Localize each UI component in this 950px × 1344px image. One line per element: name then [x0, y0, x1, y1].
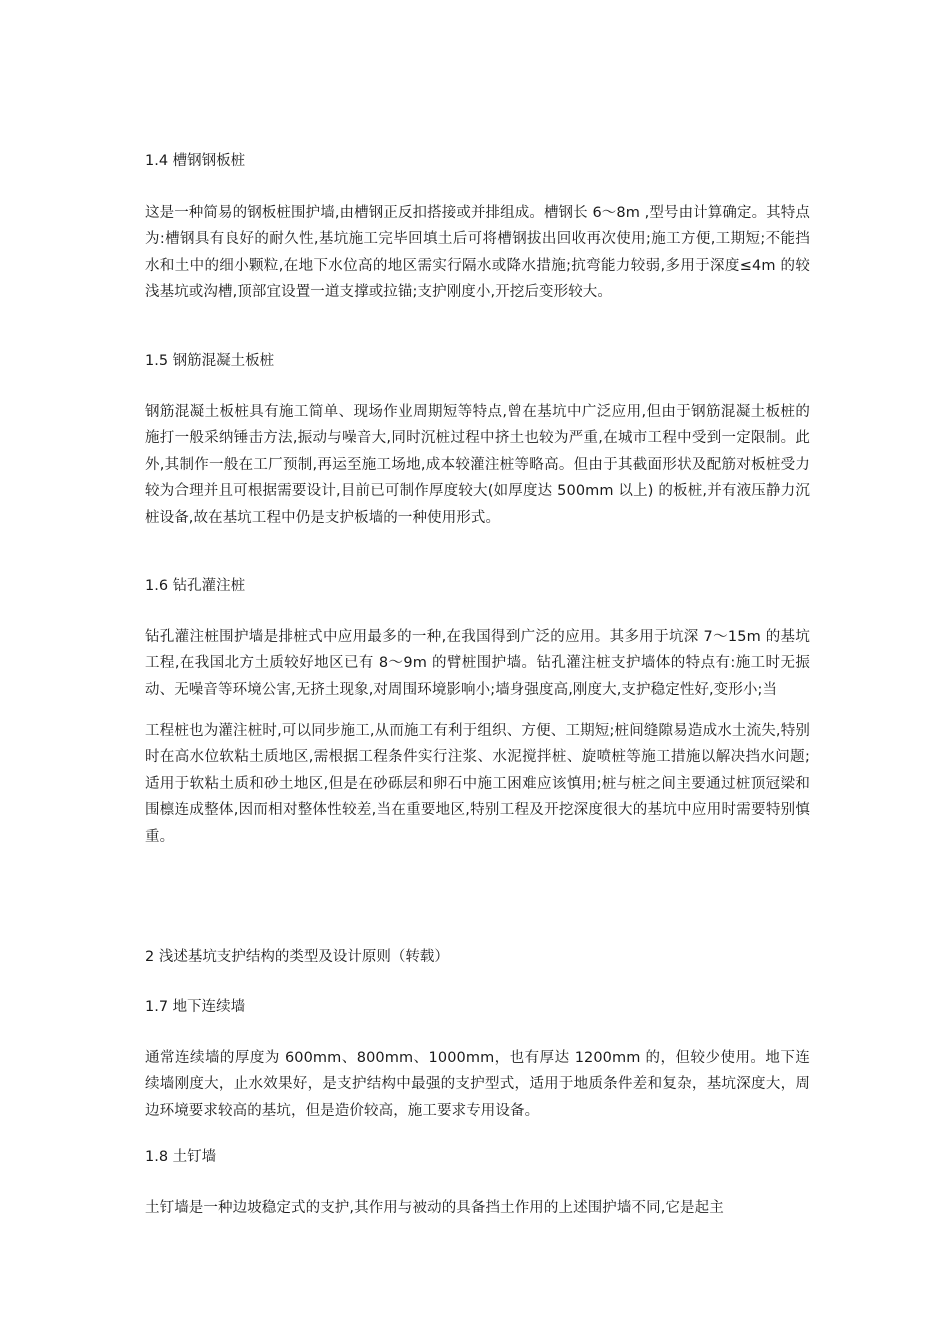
section-heading-1-5: 1.5 钢筋混凝土板桩: [145, 353, 275, 369]
paragraph-1-6-a: 钻孔灌注桩围护墙是排桩式中应用最多的一种,在我国得到广泛的应用。其多用于坑深 7～15m 的基坑工程,在我国北方土质较好地区已有 8～9m 的臂桩围护墙。钻孔灌注桩支护墙体的特点有:施工时无振动、无噪音等环境公害,无挤土现象,对周围环境影响小;墙身强度高,刚度大,支护稳定性好,变形小;当: [145, 629, 810, 698]
section-heading-2: 2 浅述基坑支护结构的类型及设计原则（转载）: [145, 949, 449, 965]
paragraph-1-5: 钢筋混凝土板桩具有施工简单、现场作业周期短等特点,曾在基坑中广泛应用,但由于钢筋混凝土板桩的施打一般采纳锤击方法,振动与噪音大,同时沉桩过程中挤土也较为严重,在城市工程中受到一定限制。此外,其制作一般在工厂预制,再运至施工场地,成本较灌注桩等略高。但由于其截面形状及配筋对板桩受力较为合理并且可根据需要设计,目前已可制作厚度较大(如厚度达 500mm 以上) 的板桩,并有液压静力沉桩设备,故在基坑工程中仍是支护板墙的一种使用形式。: [145, 404, 810, 526]
paragraph-1-8: 土钉墙是一种边坡稳定式的支护,其作用与被动的具备挡土作用的上述围护墙不同,它是起主: [145, 1200, 724, 1216]
paragraph-1-7: 通常连续墙的厚度为 600mm、800mm、1000mm，也有厚达 1200mm 的，但较少使用。地下连续墙刚度大，止水效果好，是支护结构中最强的支护型式，适用于地质条件差和复杂，基坑深度大，周边环境要求较高的基坑，但是造价较高，施工要求专用设备。: [145, 1050, 810, 1119]
section-heading-1-8: 1.8 土钉墙: [145, 1149, 217, 1165]
section-heading-1-4: 1.4 槽钢钢板桩: [145, 153, 246, 169]
paragraph-1-6-b: 工程桩也为灌注桩时,可以同步施工,从而施工有利于组织、方便、工期短;桩间缝隙易造成水土流失,特别时在高水位软粘土质地区,需根据工程条件实行注浆、水泥搅拌桩、旋喷桩等施工措施以解决挡水问题;适用于软粘土质和砂土地区,但是在砂砾层和卵石中施工困难应该慎用;桩与桩之间主要通过桩顶冠梁和围檩连成整体,因而相对整体性较差,当在重要地区,特别工程及开挖深度很大的基坑中应用时需要特别慎重。: [145, 723, 810, 845]
paragraph-1-4: 这是一种简易的钢板桩围护墙,由槽钢正反扣搭接或并排组成。槽钢长 6～8m ,型号由计算确定。其特点为:槽钢具有良好的耐久性,基坑施工完毕回填土后可将槽钢拔出回收再次使用;施工方便,工期短;不能挡水和土中的细小颗粒,在地下水位高的地区需实行隔水或降水措施;抗弯能力较弱,多用于深度≤4m 的较浅基坑或沟槽,顶部宜设置一道支撑或拉锚;支护刚度小,开挖后变形较大。: [145, 205, 810, 301]
section-heading-1-7: 1.7 地下连续墙: [145, 999, 246, 1015]
section-heading-1-6: 1.6 钻孔灌注桩: [145, 578, 246, 594]
